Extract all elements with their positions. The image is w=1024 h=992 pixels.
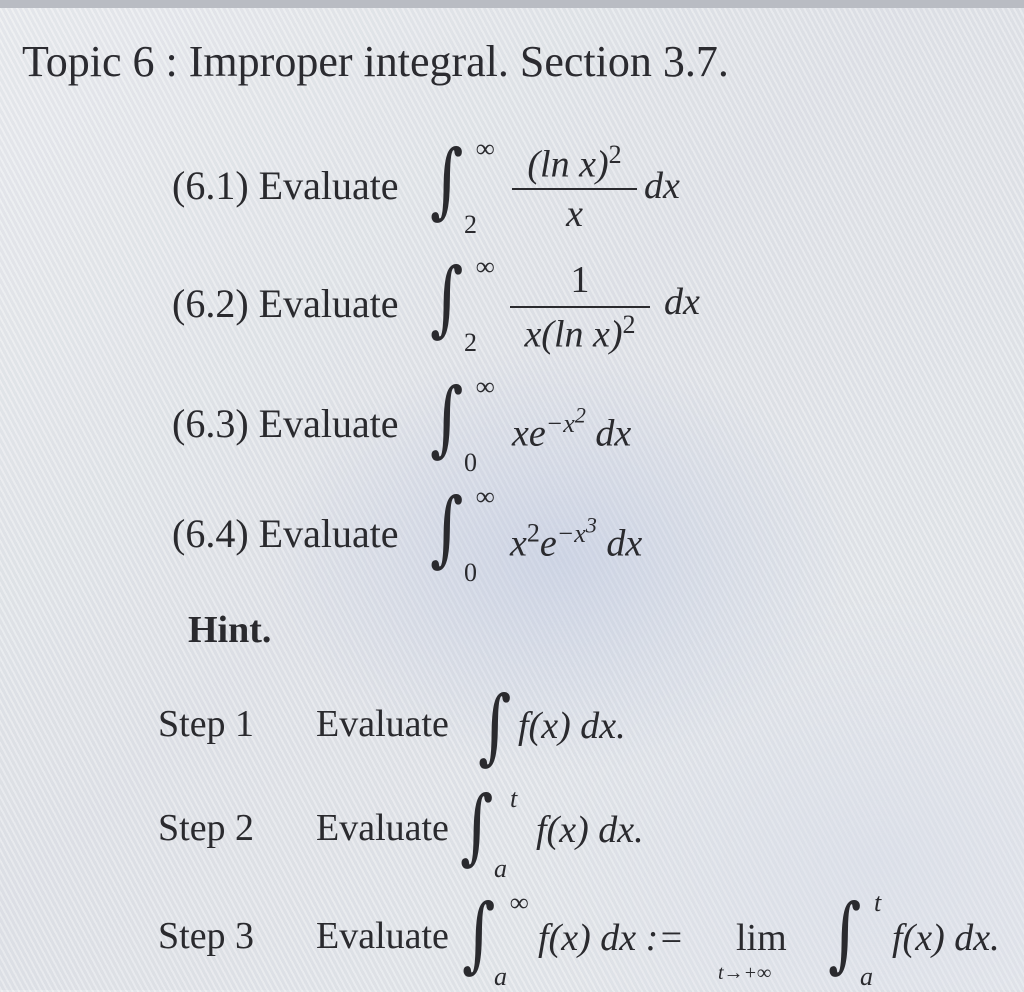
fraction-bar <box>512 188 637 190</box>
fraction-bar <box>510 306 650 308</box>
integral-sign-2: ∫ <box>828 887 862 982</box>
differential: dx <box>595 412 632 455</box>
denominator: x(ln x) <box>524 313 623 356</box>
integral-sign: ∫ <box>462 887 496 982</box>
integrand: f(x) dx. <box>518 705 626 747</box>
differential: dx <box>664 281 700 323</box>
base-exponent: 2 <box>526 518 540 548</box>
page-title: Topic 6 : Improper integral. Section 3.7. <box>22 37 729 86</box>
lower-limit: a <box>494 962 507 991</box>
problem-label: (6.1) Evaluate <box>172 163 399 208</box>
differential: dx <box>644 165 680 207</box>
fraction <box>510 258 650 358</box>
fraction <box>512 140 637 240</box>
problem-6-1 <box>172 133 732 240</box>
numerator: 1 <box>570 259 590 301</box>
lower-limit: 2 <box>464 328 477 357</box>
problem-label: (6.2) Evaluate <box>172 281 399 326</box>
hint-heading: Hint. <box>188 609 272 651</box>
integrand: f(x) dx. <box>536 809 644 851</box>
step-verb: Evaluate <box>316 807 449 849</box>
integrand: f(x) dx := <box>538 917 684 959</box>
integral-sign: ∫ <box>478 679 512 774</box>
step-name: Step 2 <box>158 807 255 849</box>
integral-sign: ∫ <box>430 371 464 466</box>
problem-6-3 <box>172 371 732 478</box>
numerator: (ln x) <box>527 143 609 186</box>
step-2 <box>158 779 758 883</box>
step-1 <box>158 679 758 780</box>
limit-operator: lim <box>736 917 787 959</box>
lower-limit: 0 <box>464 558 477 587</box>
integrand-base2: e <box>539 522 557 565</box>
exponent: −x <box>545 408 575 438</box>
step-verb: Evaluate <box>316 703 449 745</box>
integrand-base: x <box>510 522 527 565</box>
integral-sign: ∫ <box>430 133 464 228</box>
step-3 <box>158 887 1018 991</box>
exponent: −x <box>556 518 586 548</box>
upper-limit: ∞ <box>476 482 495 511</box>
exponent-power: 3 <box>585 512 597 537</box>
denominator-exponent: 2 <box>622 310 636 339</box>
problem-label: (6.3) Evaluate <box>172 401 399 446</box>
integrand-2: f(x) dx. <box>892 917 1000 959</box>
problem-6-4 <box>172 481 732 588</box>
top-border <box>0 0 1024 8</box>
lower-limit: 0 <box>464 448 477 477</box>
lower-limit: a <box>494 854 507 883</box>
denominator: x <box>566 193 583 235</box>
problem-6-2 <box>172 251 732 358</box>
lower-limit: 2 <box>464 210 477 239</box>
integral-sign: ∫ <box>430 251 464 346</box>
upper-limit: ∞ <box>476 372 495 401</box>
step-name: Step 1 <box>158 703 255 745</box>
upper-limit: t <box>510 784 518 813</box>
integral-sign: ∫ <box>460 779 494 874</box>
upper-limit: ∞ <box>476 134 495 163</box>
differential: dx <box>606 522 643 565</box>
upper-limit-2: t <box>874 888 882 917</box>
upper-limit: ∞ <box>476 252 495 281</box>
integral-sign: ∫ <box>430 481 464 576</box>
problem-label: (6.4) Evaluate <box>172 511 399 556</box>
step-name: Step 3 <box>158 915 255 957</box>
exponent-power: 2 <box>574 402 586 427</box>
step-verb: Evaluate <box>316 915 449 957</box>
numerator-exponent: 2 <box>608 140 622 169</box>
lower-limit-2: a <box>860 962 873 991</box>
integrand-base: xe <box>512 412 546 455</box>
upper-limit: ∞ <box>510 888 529 917</box>
limit-subscript: t→+∞ <box>718 962 772 984</box>
